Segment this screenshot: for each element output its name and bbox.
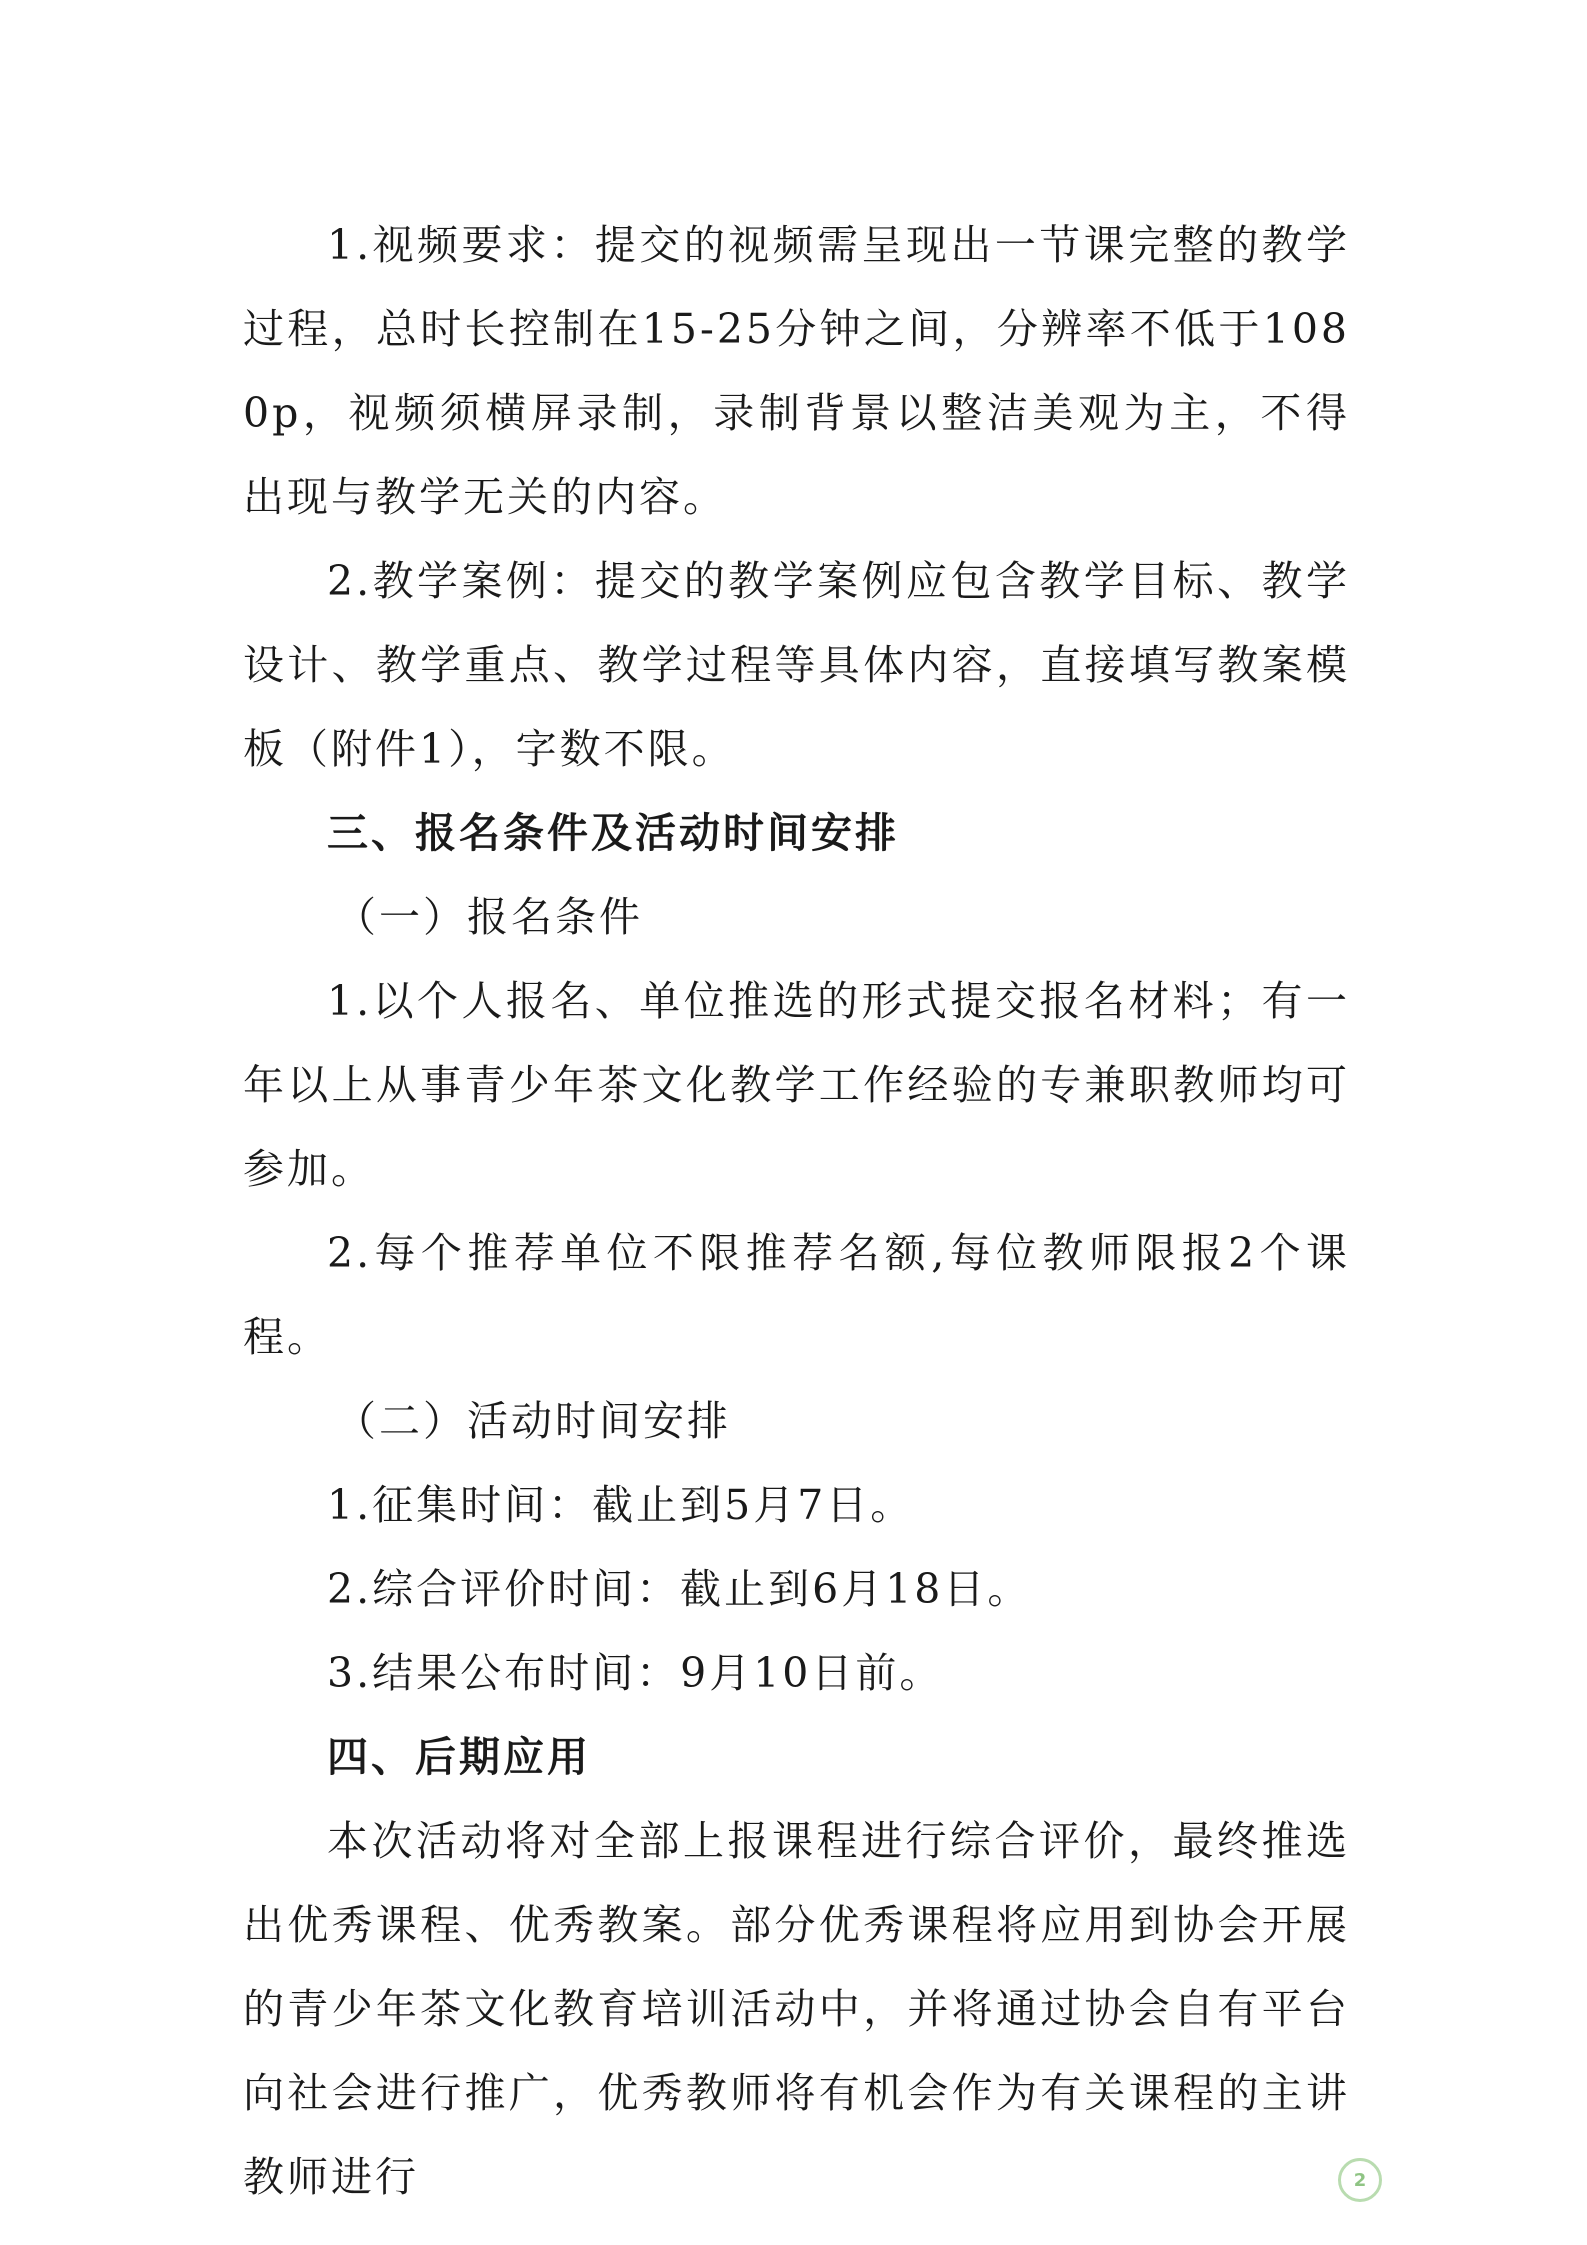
paragraph-condition-2: 2.每个推荐单位不限推荐名额,每位教师限报2个课程。 (243, 1229, 1350, 1361)
section-heading-application: 四、后期应用 (327, 1733, 591, 1781)
paragraph-video-requirement: 1.视频要求：提交的视频需呈现出一节课完整的教学过程，总时长控制在15-25分钟之间，分辨率不低于1080p，视频须横屏录制，录制背景以整洁美观为主，不得出现与教学无关的内容。 (243, 221, 1350, 521)
paragraph-schedule-1: 1.征集时间：截止到5月7日。 (327, 1481, 915, 1529)
document-body (243, 203, 1350, 2219)
paragraph-schedule-3: 3.结果公布时间：9月10日前。 (327, 1649, 944, 1697)
section-heading-registration: 三、报名条件及活动时间安排 (327, 809, 899, 857)
paragraph-application: 本次活动将对全部上报课程进行综合评价，最终推选出优秀课程、优秀教案。部分优秀课程将应用到协会开展的青少年茶文化教育培训活动中，并将通过协会自有平台向社会进行推广，优秀教师将有机会作为有关课程的主讲教师进行 (243, 1817, 1350, 2201)
paragraph-schedule-2: 2.综合评价时间：截止到6月18日。 (327, 1565, 1032, 1613)
subsection-heading-schedule: （二）活动时间安排 (335, 1397, 731, 1445)
subsection-heading-conditions: （一）报名条件 (335, 893, 643, 941)
paragraph-condition-1: 1.以个人报名、单位推选的形式提交报名材料；有一年以上从事青少年茶文化教学工作经验的专兼职教师均可参加。 (243, 977, 1350, 1193)
paragraph-teaching-case: 2.教学案例：提交的教学案例应包含教学目标、教学设计、教学重点、教学过程等具体内容，直接填写教案模板（附件1），字数不限。 (243, 557, 1350, 773)
page-number-badge: 2 (1338, 2158, 1382, 2202)
